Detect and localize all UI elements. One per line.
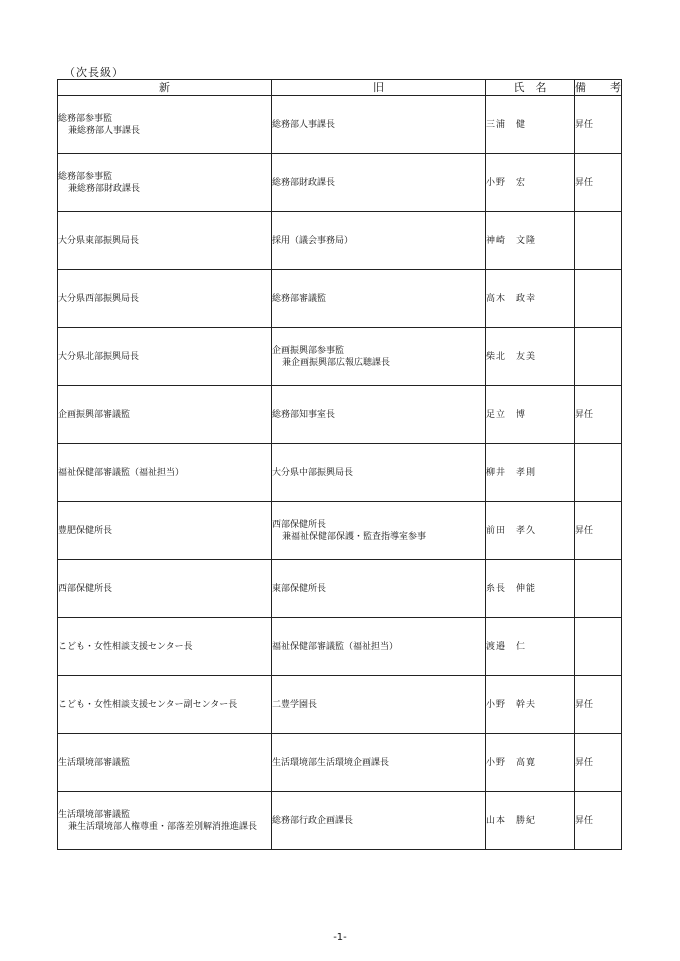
- old-position-line: 総務部行政企画課長: [272, 815, 354, 826]
- old-position-cell: [272, 502, 486, 560]
- remarks-cell: 昇任: [575, 676, 622, 734]
- old-position-cell: [272, 154, 486, 212]
- table-row: [58, 270, 622, 328]
- header-row: [58, 80, 622, 96]
- table-row: [58, 154, 622, 212]
- name-cell: 柴北 友美: [486, 328, 575, 386]
- new-position-line: 兼生活環境部人権尊重・部落差別解消推進課長: [68, 821, 258, 832]
- old-position-cell: [272, 444, 486, 502]
- new-position-line: こども・女性相談支援センター長: [58, 641, 193, 652]
- new-position-cell: [58, 96, 272, 154]
- name-cell: 三浦 健: [486, 96, 575, 154]
- old-position-cell: [272, 328, 486, 386]
- name-cell: 足立 博: [486, 386, 575, 444]
- old-position-line: 総務部審議監: [272, 293, 327, 304]
- new-position-line: 大分県北部振興局長: [58, 351, 140, 362]
- old-position-cell: [272, 676, 486, 734]
- table-row: [58, 502, 622, 560]
- name-cell: 高木 政幸: [486, 270, 575, 328]
- name-cell: 小野 幹夫: [486, 676, 575, 734]
- table-row: [58, 328, 622, 386]
- header-name: 氏 名: [486, 80, 575, 96]
- name-cell: 小野 高寛: [486, 734, 575, 792]
- name-cell: 糸長 伸能: [486, 560, 575, 618]
- old-position-line: 生活環境部生活環境企画課長: [272, 757, 390, 768]
- new-position-line: 大分県西部振興局長: [58, 293, 140, 304]
- old-position-line: 西部保健所長: [272, 519, 327, 530]
- name-cell: 渡邉 仁: [486, 618, 575, 676]
- new-position-cell: [58, 502, 272, 560]
- new-position-line: 総務部参事監: [58, 113, 113, 124]
- table-row: [58, 444, 622, 502]
- new-position-line: 総務部参事監: [58, 171, 113, 182]
- new-position-line: 兼総務部財政課長: [68, 183, 141, 194]
- old-position-line: 兼福祉保健部保護・監査指導室参事: [282, 531, 427, 542]
- old-position-line: 兼企画振興部広報広聴課長: [282, 357, 391, 368]
- new-position-line: 生活環境部審議監: [58, 757, 131, 768]
- table-body: [58, 96, 622, 850]
- old-position-line: 二豊学園長: [272, 699, 318, 710]
- old-position-cell: [272, 386, 486, 444]
- table-row: [58, 618, 622, 676]
- old-position-cell: [272, 734, 486, 792]
- old-position-line: 総務部人事課長: [272, 119, 336, 130]
- new-position-cell: [58, 444, 272, 502]
- remarks-cell: 昇任: [575, 386, 622, 444]
- old-position-cell: [272, 618, 486, 676]
- remarks-cell: 昇任: [575, 96, 622, 154]
- name-cell: 神崎 文隆: [486, 212, 575, 270]
- header-new: 新: [58, 80, 272, 96]
- old-position-line: 大分県中部振興局長: [272, 467, 354, 478]
- new-position-cell: [58, 386, 272, 444]
- remarks-cell: [575, 618, 622, 676]
- remarks-cell: [575, 212, 622, 270]
- remarks-cell: 昇任: [575, 792, 622, 850]
- remarks-cell: [575, 270, 622, 328]
- old-position-line: 東部保健所長: [272, 583, 327, 594]
- name-cell: 前田 孝久: [486, 502, 575, 560]
- new-position-line: 企画振興部審議監: [58, 409, 131, 420]
- new-position-line: 福祉保健部審議監（福祉担当）: [58, 467, 185, 478]
- new-position-line: こども・女性相談支援センター副センター長: [58, 699, 238, 710]
- header-old: 旧: [272, 80, 486, 96]
- remarks-cell: 昇任: [575, 154, 622, 212]
- new-position-line: 生活環境部審議監: [58, 809, 131, 820]
- old-position-cell: [272, 96, 486, 154]
- old-position-cell: [272, 560, 486, 618]
- remarks-cell: 昇任: [575, 502, 622, 560]
- table-row: [58, 96, 622, 154]
- table-row: [58, 734, 622, 792]
- new-position-cell: [58, 560, 272, 618]
- new-position-cell: [58, 154, 272, 212]
- new-position-cell: [58, 676, 272, 734]
- name-cell: 柳井 孝則: [486, 444, 575, 502]
- old-position-line: 総務部財政課長: [272, 177, 336, 188]
- remarks-cell: [575, 328, 622, 386]
- new-position-line: 兼総務部人事課長: [68, 125, 141, 136]
- old-position-line: 総務部知事室長: [272, 409, 336, 420]
- new-position-line: 大分県東部振興局長: [58, 235, 140, 246]
- old-position-cell: [272, 212, 486, 270]
- table-row: [58, 792, 622, 850]
- personnel-table: [57, 79, 622, 850]
- new-position-line: 豊肥保健所長: [58, 525, 113, 536]
- new-position-cell: [58, 792, 272, 850]
- old-position-line: 採用（議会事務局）: [272, 235, 354, 246]
- new-position-line: 西部保健所長: [58, 583, 113, 594]
- table-row: [58, 560, 622, 618]
- table-row: [58, 386, 622, 444]
- new-position-cell: [58, 734, 272, 792]
- table-row: [58, 212, 622, 270]
- old-position-line: 企画振興部参事監: [272, 345, 345, 356]
- new-position-cell: [58, 270, 272, 328]
- remarks-cell: [575, 560, 622, 618]
- table-row: [58, 676, 622, 734]
- new-position-cell: [58, 618, 272, 676]
- remarks-cell: [575, 444, 622, 502]
- name-cell: 小野 宏: [486, 154, 575, 212]
- old-position-line: 福祉保健部審議監（福祉担当）: [272, 641, 399, 652]
- old-position-cell: [272, 792, 486, 850]
- header-remarks: 備考: [575, 80, 621, 94]
- name-cell: 山本 勝紀: [486, 792, 575, 850]
- new-position-cell: [58, 328, 272, 386]
- page-number: -1-: [333, 932, 347, 943]
- new-position-cell: [58, 212, 272, 270]
- remarks-cell: 昇任: [575, 734, 622, 792]
- old-position-cell: [272, 270, 486, 328]
- table-caption: （次長級）: [64, 66, 124, 79]
